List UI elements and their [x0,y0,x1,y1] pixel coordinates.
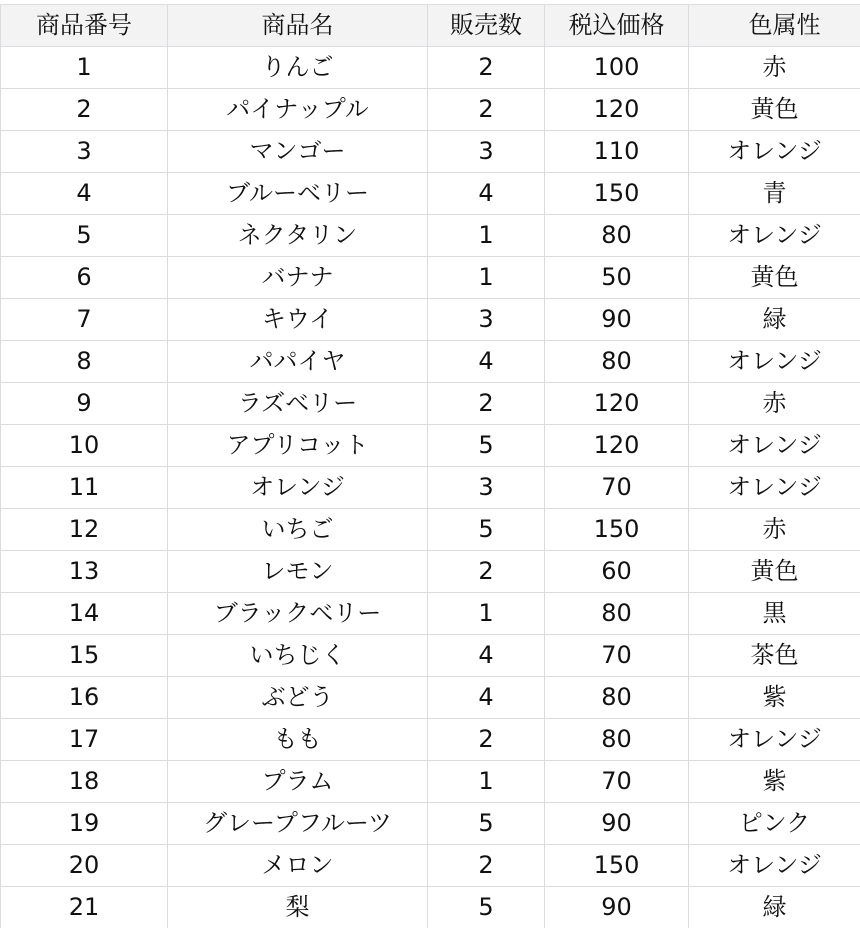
price-cell[interactable] [545,299,689,341]
cell-value: ピンク [738,809,811,837]
table-row [1,593,860,635]
cell-value: 110 [593,137,640,165]
table-row [1,803,860,845]
cell-value: 120 [593,389,640,417]
sales-count-cell[interactable] [428,173,545,215]
cell-value: 90 [601,893,632,921]
color-cell[interactable] [689,47,860,89]
cell-value: 1 [76,53,92,81]
product-id-cell[interactable] [1,131,168,173]
product-id-cell[interactable] [1,803,168,845]
cell-value: 1 [478,599,494,627]
cell-value: 赤 [762,53,787,81]
price-cell[interactable] [545,719,689,761]
cell-value: 2 [76,95,92,123]
cell-value: 3 [478,305,494,333]
table-row [1,887,860,928]
cell-value: バナナ [261,263,334,291]
color-cell[interactable] [689,467,860,509]
cell-value: オレンジ [250,473,345,501]
cell-value: 120 [593,431,640,459]
cell-value: 60 [601,557,632,585]
product-id-cell[interactable] [1,845,168,887]
cell-value: オレンジ [727,221,822,249]
product-name-cell[interactable] [168,341,428,383]
price-cell[interactable] [545,635,689,677]
color-cell[interactable] [689,341,860,383]
cell-value: 4 [478,683,494,711]
cell-value: 17 [68,725,100,753]
table-row [1,677,860,719]
color-cell[interactable] [689,719,860,761]
cell-value: 緑 [762,305,787,333]
table-row [1,635,860,677]
cell-value: 3 [478,473,494,501]
cell-value: 紫 [762,767,787,795]
sales-count-cell[interactable] [428,215,545,257]
price-cell[interactable] [545,257,689,299]
cell-value: 18 [68,767,100,795]
cell-value: 3 [76,137,92,165]
sales-count-cell[interactable] [428,467,545,509]
table-row [1,341,860,383]
cell-value: マンゴー [249,137,346,165]
color-cell[interactable] [689,299,860,341]
cell-value: 11 [68,473,100,501]
cell-value: 5 [478,893,494,921]
column-header-sales-count[interactable]: 販売数 [428,5,545,47]
cell-value: 150 [593,515,640,543]
table-row [1,131,860,173]
cell-value: 2 [478,389,494,417]
cell-value: 80 [601,725,632,753]
cell-value: いちご [261,515,334,543]
cell-value: オレンジ [727,473,822,501]
sales-count-cell[interactable] [428,131,545,173]
price-cell[interactable] [545,803,689,845]
color-cell[interactable] [689,131,860,173]
price-cell[interactable] [545,341,689,383]
cell-value: ラズベリー [237,389,358,417]
cell-value: 4 [478,179,494,207]
product-id-cell[interactable] [1,761,168,803]
price-cell[interactable] [545,551,689,593]
cell-value: 5 [478,515,494,543]
product-id-cell[interactable] [1,89,168,131]
cell-value: 10 [68,431,100,459]
product-name-cell[interactable] [168,173,428,215]
cell-value: レモン [261,557,334,585]
cell-value: 5 [478,431,494,459]
cell-value: 90 [601,809,632,837]
product-name-cell[interactable] [168,299,428,341]
cell-value: 梨 [285,893,310,921]
product-name-cell[interactable] [168,593,428,635]
color-cell[interactable] [689,257,860,299]
table-row [1,845,860,887]
cell-value: 90 [601,305,632,333]
cell-value: 2 [478,557,494,585]
cell-value: 8 [76,347,92,375]
table-row [1,761,860,803]
color-cell[interactable] [689,761,860,803]
cell-value: 4 [76,179,92,207]
header-row [1,5,860,47]
cell-value: ネクタリン [237,221,358,249]
cell-value: 2 [478,851,494,879]
product-name-cell[interactable] [168,719,428,761]
table-body [1,47,860,928]
product-name-cell[interactable] [168,425,428,467]
cell-value: 3 [478,137,494,165]
product-id-cell[interactable] [1,299,168,341]
product-id-cell[interactable] [1,635,168,677]
cell-value: 赤 [762,515,787,543]
table-row [1,299,860,341]
color-cell[interactable] [689,593,860,635]
product-table [0,4,860,928]
table-row [1,89,860,131]
price-cell[interactable] [545,677,689,719]
product-id-cell[interactable] [1,887,168,928]
cell-value: 14 [68,599,100,627]
color-cell[interactable] [689,551,860,593]
table-row [1,551,860,593]
price-cell[interactable] [545,509,689,551]
sales-count-cell[interactable] [428,383,545,425]
cell-value: 5 [478,809,494,837]
sales-count-cell[interactable] [428,845,545,887]
cell-value: 2 [478,725,494,753]
product-name-cell[interactable] [168,47,428,89]
cell-value: 19 [68,809,100,837]
sales-count-cell[interactable] [428,425,545,467]
cell-value: 1 [478,263,494,291]
cell-value: 15 [68,641,100,669]
price-cell[interactable] [545,887,689,928]
table-row [1,467,860,509]
cell-value: 黄色 [750,263,799,291]
cell-value: いちじく [249,641,346,669]
product-name-cell[interactable] [168,89,428,131]
cell-value: メロン [261,851,334,879]
price-cell[interactable] [545,425,689,467]
cell-value: 70 [601,767,632,795]
product-name-cell[interactable] [168,761,428,803]
table-row [1,215,860,257]
product-name-cell[interactable] [168,845,428,887]
sales-count-cell[interactable] [428,593,545,635]
product-name-cell[interactable] [168,803,428,845]
cell-value: 2 [478,53,494,81]
price-cell[interactable] [545,173,689,215]
table-row [1,509,860,551]
price-cell[interactable] [545,383,689,425]
cell-value: 9 [76,389,92,417]
color-cell[interactable] [689,635,860,677]
cell-value: グレープフルーツ [203,809,392,837]
product-id-cell[interactable] [1,551,168,593]
cell-value: 黒 [762,599,787,627]
product-name-cell[interactable] [168,215,428,257]
cell-value: オレンジ [727,347,822,375]
product-name-cell[interactable] [168,887,428,928]
sales-count-cell[interactable] [428,719,545,761]
cell-value: 7 [76,305,92,333]
color-cell[interactable] [689,383,860,425]
cell-value: 黄色 [750,557,799,585]
cell-value: 120 [593,95,640,123]
product-name-cell[interactable] [168,509,428,551]
cell-value: 1 [478,767,494,795]
sales-count-cell[interactable] [428,341,545,383]
cell-value: 12 [68,515,100,543]
sales-count-cell[interactable] [428,803,545,845]
cell-value: 黄色 [750,95,799,123]
cell-value: 6 [76,263,92,291]
price-cell[interactable] [545,593,689,635]
cell-value: 4 [478,347,494,375]
product-id-cell[interactable] [1,509,168,551]
color-cell[interactable] [689,89,860,131]
color-cell[interactable] [689,887,860,928]
price-cell[interactable] [545,89,689,131]
sales-count-cell[interactable] [428,635,545,677]
sales-count-cell[interactable] [428,551,545,593]
cell-value: 赤 [762,389,787,417]
price-cell[interactable] [545,131,689,173]
color-cell[interactable] [689,173,860,215]
table-row [1,47,860,89]
product-name-cell[interactable] [168,677,428,719]
table-row [1,425,860,467]
table-row [1,257,860,299]
product-id-cell[interactable] [1,383,168,425]
product-id-cell[interactable] [1,173,168,215]
cell-value: もも [273,725,322,753]
sales-count-cell[interactable] [428,761,545,803]
cell-value: 青 [762,179,787,207]
column-header-price-tax-incl[interactable]: 税込価格 [545,5,689,47]
sales-count-cell[interactable] [428,89,545,131]
color-cell[interactable] [689,509,860,551]
cell-value: 70 [601,473,632,501]
cell-value: パイナップル [226,95,369,123]
product-name-cell[interactable] [168,131,428,173]
cell-value: アプリコット [226,431,369,459]
price-cell[interactable] [545,215,689,257]
cell-value: 1 [478,221,494,249]
table-row [1,719,860,761]
product-name-cell[interactable] [168,257,428,299]
cell-value: キウイ [261,305,334,333]
sales-count-cell[interactable] [428,47,545,89]
product-name-cell[interactable] [168,635,428,677]
product-id-cell[interactable] [1,677,168,719]
cell-value: オレンジ [727,431,822,459]
cell-value: ぶどう [261,683,334,711]
table-row [1,173,860,215]
color-cell[interactable] [689,425,860,467]
price-cell[interactable] [545,761,689,803]
column-header-product-id[interactable]: 商品番号 [1,5,168,47]
sales-count-cell[interactable] [428,887,545,928]
product-id-cell[interactable] [1,257,168,299]
cell-value: 16 [68,683,100,711]
product-id-cell[interactable] [1,719,168,761]
sales-count-cell[interactable] [428,509,545,551]
sales-count-cell[interactable] [428,257,545,299]
cell-value: 20 [68,851,100,879]
product-id-cell[interactable] [1,215,168,257]
cell-value: 紫 [762,683,787,711]
color-cell[interactable] [689,677,860,719]
cell-value: オレンジ [727,137,822,165]
sales-count-cell[interactable] [428,299,545,341]
color-cell[interactable] [689,845,860,887]
cell-value: 13 [68,557,100,585]
product-name-cell[interactable] [168,467,428,509]
color-cell[interactable] [689,803,860,845]
cell-value: オレンジ [727,851,822,879]
cell-value: 2 [478,95,494,123]
product-id-cell[interactable] [1,593,168,635]
product-id-cell[interactable] [1,425,168,467]
cell-value: 150 [593,851,640,879]
product-id-cell[interactable] [1,47,168,89]
table-row [1,383,860,425]
product-name-cell[interactable] [168,383,428,425]
cell-value: 80 [601,599,632,627]
cell-value: ブルーベリー [225,179,370,207]
product-id-cell[interactable] [1,467,168,509]
cell-value: ブラックベリー [213,599,382,627]
color-cell[interactable] [689,215,860,257]
cell-value: 100 [593,53,640,81]
cell-value: 150 [593,179,640,207]
cell-value: 4 [478,641,494,669]
cell-value: 50 [601,263,632,291]
product-id-cell[interactable] [1,341,168,383]
cell-value: オレンジ [727,725,822,753]
product-name-cell[interactable] [168,551,428,593]
cell-value: りんご [261,53,334,81]
cell-value: 茶色 [750,641,799,669]
cell-value: 21 [68,893,100,921]
price-cell[interactable] [545,467,689,509]
cell-value: 80 [601,347,632,375]
cell-value: 70 [601,641,632,669]
cell-value: 80 [601,221,632,249]
price-cell[interactable] [545,47,689,89]
column-header-color[interactable]: 色属性 [689,5,860,47]
cell-value: 80 [601,683,632,711]
cell-value: パパイヤ [249,347,346,375]
cell-value: 5 [76,221,92,249]
cell-value: プラム [261,767,334,795]
cell-value: 緑 [762,893,787,921]
column-header-product-name[interactable]: 商品名 [168,5,428,47]
sales-count-cell[interactable] [428,677,545,719]
price-cell[interactable] [545,845,689,887]
